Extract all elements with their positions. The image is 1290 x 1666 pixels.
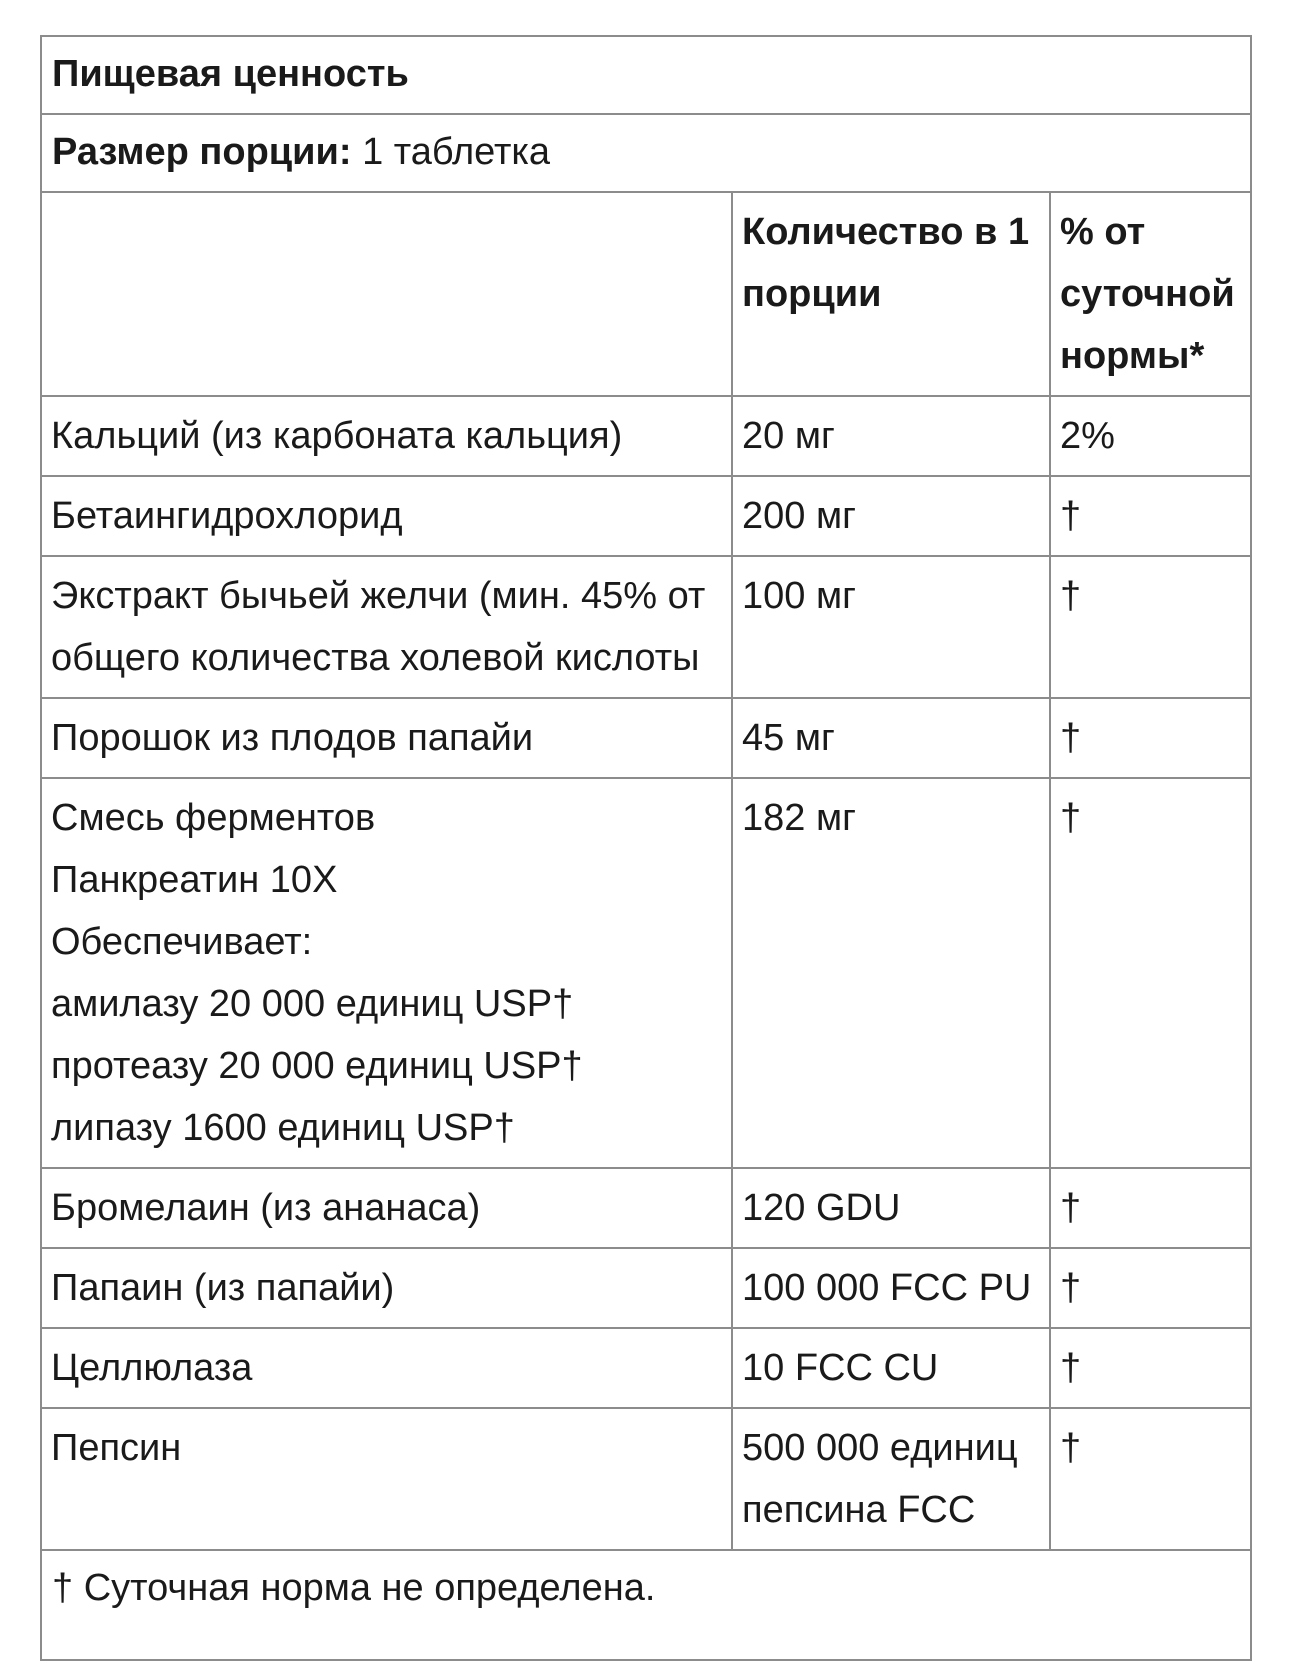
nutrient-name-line: Целлюлаза: [51, 1347, 253, 1389]
nutrient-name-line: Бромелаин (из ананаса): [51, 1187, 481, 1229]
nutrient-amount-text: 200 мг: [742, 495, 856, 537]
nutrient-daily-value: †: [1050, 476, 1250, 556]
nutrient-name-line: амилазу 20 000 единиц USP†: [51, 983, 574, 1025]
nutrient-name: [42, 556, 732, 698]
nutrient-amount: [732, 1168, 1050, 1248]
nutrient-daily-value: †: [1050, 698, 1250, 778]
table-row: [42, 698, 1250, 778]
nutrient-daily-value: †: [1050, 1168, 1250, 1248]
nutrient-name-line: Панкреатин 10X: [51, 859, 338, 901]
header-daily-value: % от суточной нормы*: [1050, 193, 1250, 396]
nutrient-amount: [732, 1248, 1050, 1328]
panel-title: Пищевая ценность: [52, 53, 409, 95]
nutrient-name: [42, 476, 732, 556]
nutrient-name: [42, 1248, 732, 1328]
nutrient-daily-value: †: [1050, 556, 1250, 698]
nutrient-name: [42, 1328, 732, 1408]
nutrient-amount-text: 100 000 FCC PU: [742, 1267, 1032, 1309]
nutrient-amount-text: 182 мг: [742, 797, 856, 839]
nutrient-name: [42, 698, 732, 778]
table-row: [42, 556, 1250, 698]
nutrient-daily-value: †: [1050, 778, 1250, 1168]
table-row: [42, 1408, 1250, 1550]
table-header-row: [42, 193, 1250, 396]
nutrition-facts-panel: [40, 35, 1252, 1661]
nutrient-daily-value: †: [1050, 1408, 1250, 1550]
table-row: [42, 1248, 1250, 1328]
nutrient-name-line: Бетаингидрохлорид: [51, 495, 403, 537]
nutrient-amount-text: 20 мг: [742, 415, 835, 457]
nutrient-name-line: липазу 1600 единиц USP†: [51, 1107, 515, 1149]
nutrient-amount-text: 500 000 единиц пепсина FCC: [742, 1427, 1018, 1531]
nutrients-table-body: [42, 396, 1250, 1550]
nutrient-amount: [732, 1408, 1050, 1550]
nutrient-daily-value: 2%: [1050, 396, 1250, 476]
footnote: † Суточная норма не определена.: [52, 1567, 656, 1609]
nutrient-amount-text: 120 GDU: [742, 1187, 901, 1229]
nutrient-name-line: Папаин (из папайи): [51, 1267, 395, 1309]
nutrient-name-line: Смесь ферментов: [51, 797, 376, 839]
nutrient-name-line: протеазу 20 000 единиц USP†: [51, 1045, 583, 1087]
nutrient-name: [42, 1408, 732, 1550]
nutrient-amount: [732, 476, 1050, 556]
nutrient-amount-text: 100 мг: [742, 575, 856, 617]
panel-title-row: [42, 37, 1250, 115]
nutrient-amount-text: 10 FCC CU: [742, 1347, 939, 1389]
nutrient-amount: [732, 396, 1050, 476]
nutrient-name: [42, 1168, 732, 1248]
nutrient-amount-text: 45 мг: [742, 717, 835, 759]
nutrients-table: [42, 193, 1250, 1551]
table-row: [42, 1168, 1250, 1248]
nutrient-amount: [732, 778, 1050, 1168]
serving-size-value: 1 таблетка: [362, 131, 550, 173]
nutrient-name-line: Кальций (из карбоната кальция): [51, 415, 623, 457]
nutrient-name-line: Порошок из плодов папайи: [51, 717, 534, 759]
nutrient-name-line: Обеспечивает:: [51, 921, 313, 963]
nutrient-name-line: Пепсин: [51, 1427, 182, 1469]
serving-size-label: Размер порции:: [52, 131, 352, 173]
serving-size-row: [42, 115, 1250, 193]
table-row: [42, 778, 1250, 1168]
header-nutrient: [42, 193, 732, 396]
table-row: [42, 476, 1250, 556]
footnote-row: [42, 1551, 1250, 1661]
table-row: [42, 396, 1250, 476]
header-amount: Количество в 1 порции: [732, 193, 1050, 396]
nutrient-daily-value: †: [1050, 1328, 1250, 1408]
nutrient-name-line: Экстракт бычьей желчи (мин. 45% от общего количества холевой кислоты: [51, 575, 706, 679]
nutrient-name: [42, 396, 732, 476]
nutrient-amount: [732, 698, 1050, 778]
nutrient-daily-value: †: [1050, 1248, 1250, 1328]
nutrient-amount: [732, 556, 1050, 698]
nutrient-name: [42, 778, 732, 1168]
nutrient-amount: [732, 1328, 1050, 1408]
table-row: [42, 1328, 1250, 1408]
